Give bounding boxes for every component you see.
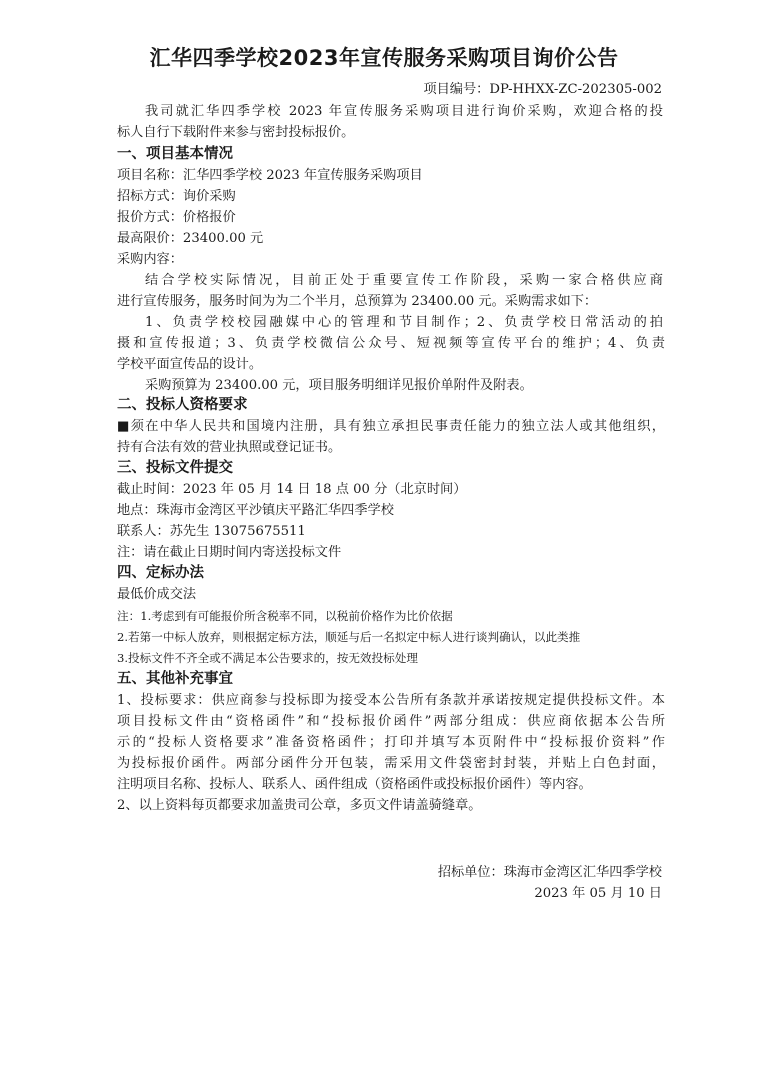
- tender-unit: 招标单位：珠海市金湾区汇华四季学校: [437, 865, 662, 880]
- content-p1-line-2: 进行宣传服务，服务时间为为二个半月，总预算为 23400.00 元。采购需求如下：: [117, 294, 598, 309]
- content-p1-line-1: 结合学校实际情况，目前正处于重要宣传工作阶段，采购一家合格供应商: [145, 273, 663, 288]
- qualification-line-1: ■须在中华人民共和国境内注册，具有独立承担民事责任能力的独立法人或其他组织，: [117, 419, 665, 434]
- document-title: 汇华四季学校2023年宣传服务采购项目询价公告: [149, 46, 619, 70]
- section-5-heading: 五、其他补充事宜: [117, 671, 233, 687]
- award-method: 最低价成交法: [117, 587, 197, 602]
- submission-note: 注：请在截止日期时间内寄送投标文件: [117, 545, 342, 560]
- supplement-line-5: 注明项目名称、投标人、联系人、函件组成（资格函件或投标报价函件）等内容。: [117, 777, 592, 792]
- supplement-line-4: 为投标报价函件。两部分函件分开包装，需采用文件袋密封封装，并贴上白色封面，: [117, 756, 665, 771]
- project-number: 项目编号：DP-HHXX-ZC-202305-002: [423, 82, 662, 97]
- price-limit: 最高限价：23400.00 元: [117, 231, 264, 246]
- section-1-heading: 一、项目基本情况: [117, 146, 233, 162]
- quote-method: 报价方式：价格报价: [117, 210, 236, 225]
- intro-line-2: 标人自行下载附件来参与密封投标报价。: [117, 125, 355, 140]
- supplement-line-6: 2、以上资料每页都要求加盖贵司公章，多页文件请盖骑缝章。: [117, 798, 482, 813]
- award-note-2: 2.若第一中标人放弃，则根据定标方法，顺延与后一名拟定中标人进行谈判确认，以此类推: [117, 630, 581, 644]
- content-p2-line-2: 摄和宣传报道；3、负责学校微信公众号、短视频等宣传平台的维护；4、负责: [117, 336, 665, 351]
- tender-method: 招标方式：询价采购: [117, 189, 236, 204]
- intro-line-1: 我司就汇华四季学校 2023 年宣传服务采购项目进行询价采购，欢迎合格的投: [145, 104, 663, 119]
- submission-place: 地点：珠海市金湾区平沙镇庆平路汇华四季学校: [117, 503, 394, 518]
- award-note-1: 注：1.考虑到有可能报价所含税率不同，以税前价格作为比价依据: [117, 609, 453, 623]
- supplement-line-2: 项目投标文件由“资格函件”和“投标报价函件”两部分组成：供应商依据本公告所: [117, 714, 665, 729]
- section-2-heading: 二、投标人资格要求: [117, 397, 248, 413]
- section-3-heading: 三、投标文件提交: [117, 460, 233, 476]
- content-label: 采购内容：: [117, 252, 183, 267]
- qualification-line-2: 持有合法有效的营业执照或登记证书。: [117, 440, 342, 455]
- issue-date: 2023 年 05 月 10 日: [534, 886, 662, 901]
- content-p2-line-1: 1、负责学校校园融媒中心的管理和节目制作；2、负责学校日常活动的拍: [145, 315, 663, 330]
- submission-deadline: 截止时间：2023 年 05 月 14 日 18 点 00 分（北京时间）: [117, 482, 467, 497]
- supplement-line-1: 1、投标要求：供应商参与投标即为接受本公告所有条款并承诺按规定提供投标文件。本: [117, 693, 665, 708]
- project-name: 项目名称：汇华四季学校 2023 年宣传服务采购项目: [117, 168, 423, 183]
- submission-contact: 联系人：苏先生 13075675511: [117, 524, 306, 539]
- supplement-line-3: 示的“投标人资格要求”准备资格函件；打印并填写本页附件中“投标报价资料”作: [117, 735, 665, 750]
- content-p3: 采购预算为 23400.00 元，项目服务明细详见报价单附件及附表。: [145, 378, 533, 393]
- award-note-3: 3.投标文件不齐全或不满足本公告要求的，按无效投标处理: [117, 651, 418, 665]
- content-p2-line-3: 学校平面宣传品的设计。: [117, 357, 263, 372]
- section-4-heading: 四、定标办法: [117, 565, 204, 581]
